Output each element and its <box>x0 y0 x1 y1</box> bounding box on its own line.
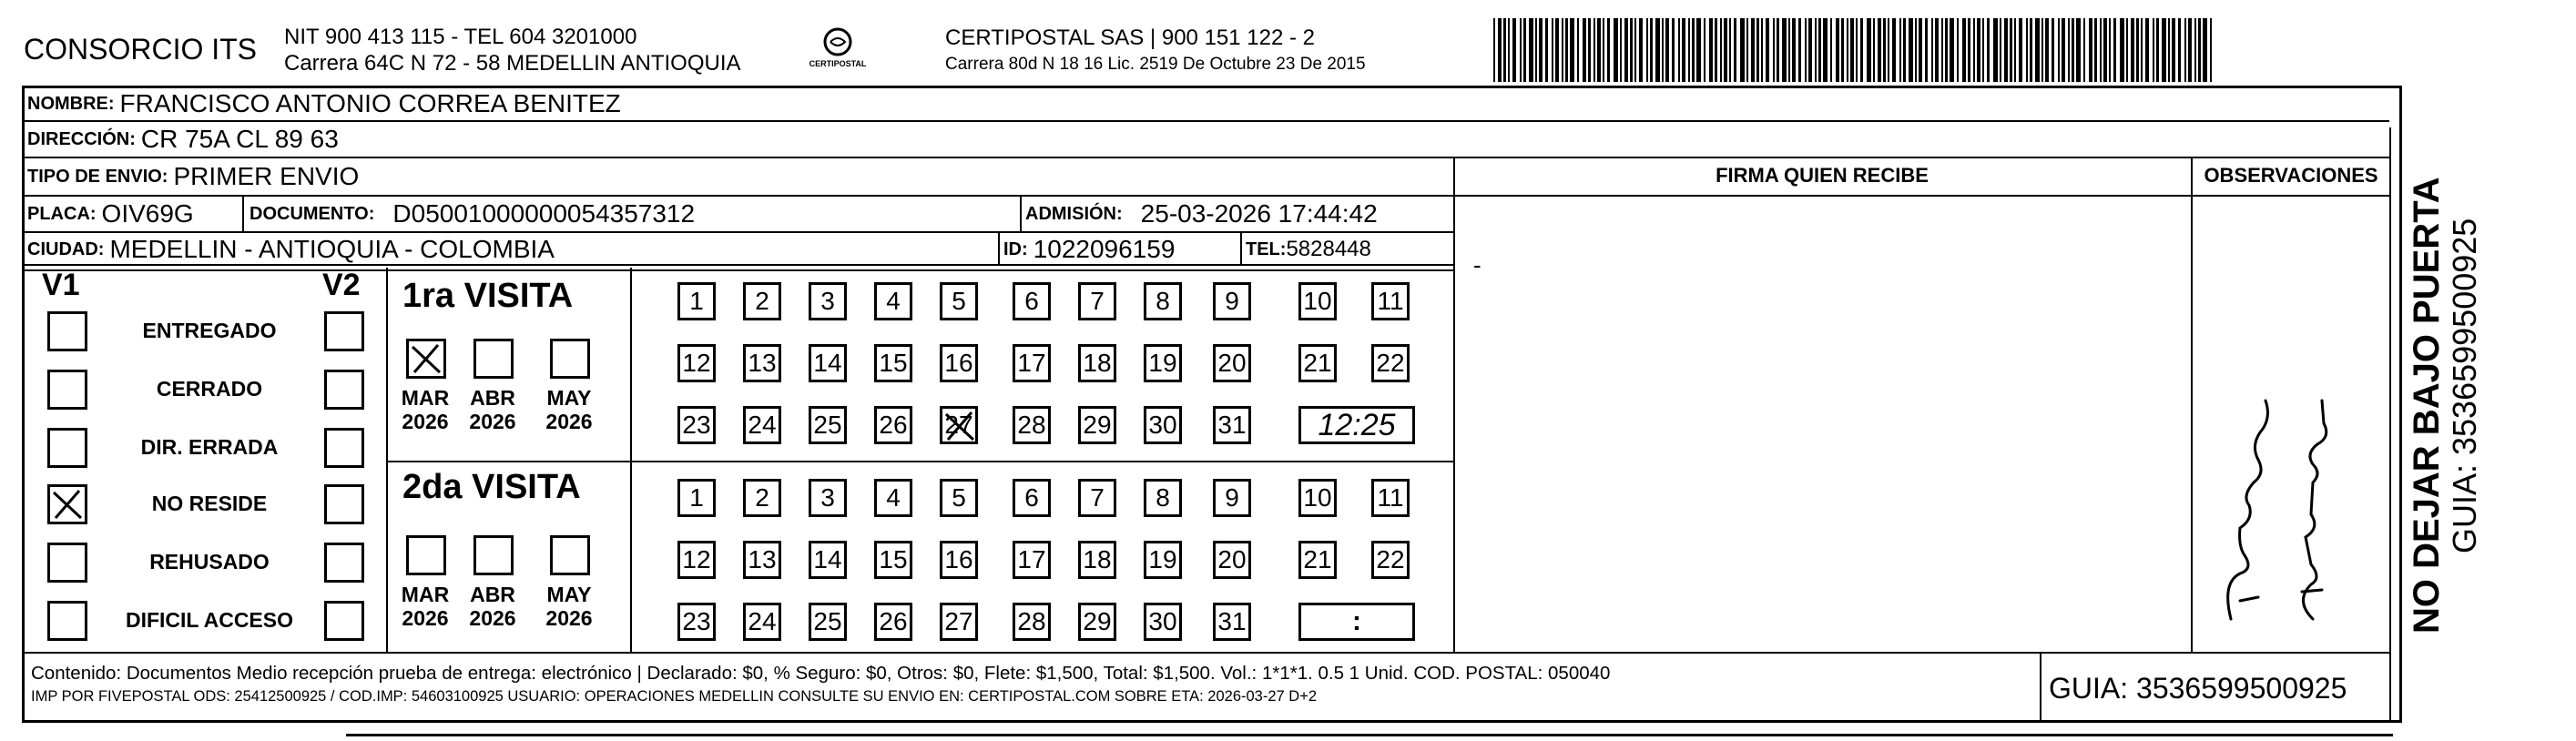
day-number: 30 <box>1148 411 1177 439</box>
ciudad-value: MEDELLIN - ANTIOQUIA - COLOMBIA <box>109 235 555 263</box>
month-year: 2026 <box>545 606 593 630</box>
v2-checkbox[interactable] <box>324 601 364 641</box>
ciudad-label: CIUDAD: <box>27 239 105 259</box>
status-option-label: DIR. ERRADA <box>140 435 279 459</box>
v2-label: V2 <box>322 268 361 302</box>
tipo-value: PRIMER ENVIO <box>173 162 360 190</box>
day-box[interactable] <box>1013 344 1051 382</box>
day-number: 26 <box>879 411 908 439</box>
day-number: 11 <box>1377 483 1404 512</box>
v1-checkbox[interactable] <box>47 484 87 524</box>
v2-checkbox[interactable] <box>324 311 364 351</box>
time-box[interactable] <box>1298 603 1415 641</box>
company-name: CONSORCIO ITS <box>24 33 258 66</box>
month-checkbox[interactable] <box>550 535 590 575</box>
day-box[interactable] <box>743 344 781 382</box>
v1-checkbox[interactable] <box>47 370 87 410</box>
divider <box>22 120 2389 122</box>
month-year: 2026 <box>545 410 593 433</box>
day-number: 31 <box>1217 607 1247 635</box>
day-number: 4 <box>886 483 901 512</box>
v2-checkbox[interactable] <box>324 370 364 410</box>
observations-handwriting <box>2204 346 2386 637</box>
month-year: 2026 <box>402 410 449 433</box>
tipo-field <box>27 158 359 195</box>
visit2-title: 2da VISITA <box>402 468 581 506</box>
day-box[interactable] <box>743 541 781 579</box>
day-number: 9 <box>1225 483 1239 512</box>
nombre-value: FRANCISCO ANTONIO CORREA BENITEZ <box>119 89 621 117</box>
v2-checkbox[interactable] <box>324 484 364 524</box>
divider <box>22 157 2389 158</box>
side-divider <box>2389 127 2391 723</box>
day-box[interactable] <box>809 541 847 579</box>
day-box[interactable] <box>1078 541 1116 579</box>
month-checkbox[interactable] <box>406 535 446 575</box>
time-placeholder: : <box>1352 606 1361 636</box>
time-box[interactable] <box>1298 406 1415 444</box>
day-box[interactable] <box>940 541 978 579</box>
direccion-field <box>27 122 339 157</box>
day-number: 17 <box>1017 545 1046 574</box>
divider <box>1240 231 1242 266</box>
day-number: 18 <box>1083 545 1112 574</box>
month-checkbox[interactable] <box>473 535 514 575</box>
day-box[interactable] <box>743 603 781 641</box>
month-label: ABR <box>470 386 515 410</box>
day-box[interactable] <box>743 479 781 517</box>
month-checkbox[interactable] <box>406 339 446 379</box>
placa-field <box>27 197 194 231</box>
day-box[interactable] <box>677 603 716 641</box>
direccion-value: CR 75A CL 89 63 <box>140 125 339 153</box>
direccion-label: DIRECCIÓN: <box>27 128 136 149</box>
divider <box>386 268 388 652</box>
day-box[interactable] <box>1144 406 1182 444</box>
day-box[interactable] <box>874 479 912 517</box>
day-box[interactable] <box>1144 282 1182 320</box>
visit1-title: 1ra VISITA <box>402 277 574 315</box>
certipostal-logo <box>809 25 867 75</box>
day-box[interactable] <box>743 406 781 444</box>
firma-label: FIRMA QUIEN RECIBE <box>1716 164 1929 187</box>
day-number: 6 <box>1024 287 1039 315</box>
v1-checkbox[interactable] <box>47 543 87 583</box>
day-box[interactable] <box>809 282 847 320</box>
day-number: 13 <box>748 349 777 377</box>
day-number: 3 <box>820 287 835 315</box>
day-box[interactable] <box>1144 541 1182 579</box>
day-number: 25 <box>813 411 842 439</box>
company-nit: NIT 900 413 115 - TEL 604 3201000 <box>284 25 637 49</box>
side-warning: NO DEJAR BAJO PUERTA <box>2407 177 2447 634</box>
day-number: 19 <box>1148 545 1177 574</box>
v1-checkbox[interactable] <box>47 601 87 641</box>
day-box[interactable] <box>874 541 912 579</box>
month-label: MAY <box>546 583 592 606</box>
divider <box>22 652 2389 654</box>
bottom-edge <box>346 734 2393 736</box>
day-box[interactable] <box>677 479 716 517</box>
day-number: 2 <box>755 287 769 315</box>
day-number: 21 <box>1303 349 1332 377</box>
day-number: 5 <box>952 287 966 315</box>
ciudad-field <box>27 233 555 266</box>
divider <box>998 231 1000 266</box>
month-label: MAY <box>546 386 592 410</box>
divider <box>2040 652 2041 723</box>
day-box[interactable] <box>1298 479 1337 517</box>
courier-name: CERTIPOSTAL SAS | 900 151 122 - 2 <box>945 25 1315 50</box>
day-number: 13 <box>748 545 777 574</box>
month-year: 2026 <box>469 606 516 630</box>
status-option-label: REHUSADO <box>149 550 270 574</box>
company-address: Carrera 64C N 72 - 58 MEDELLIN ANTIOQUIA <box>284 51 741 76</box>
day-number: 29 <box>1083 411 1112 439</box>
day-number: 5 <box>952 483 966 512</box>
day-number: 14 <box>813 545 842 574</box>
divider <box>630 268 632 652</box>
logo-text: CERTIPOSTAL <box>809 59 867 68</box>
placa-value: OIV69G <box>101 199 194 228</box>
divider <box>242 195 244 231</box>
id-value: 1022096159 <box>1033 235 1176 263</box>
day-box[interactable] <box>677 344 716 382</box>
day-number: 15 <box>879 545 908 574</box>
day-box[interactable] <box>809 344 847 382</box>
day-box[interactable] <box>677 282 716 320</box>
day-box[interactable] <box>1298 344 1337 382</box>
day-box[interactable] <box>1298 541 1337 579</box>
tipo-label: TIPO DE ENVIO: <box>27 166 168 187</box>
day-box[interactable] <box>1371 541 1410 579</box>
day-box[interactable] <box>1144 603 1182 641</box>
day-number: 19 <box>1148 349 1177 377</box>
day-box[interactable] <box>1144 479 1182 517</box>
day-box[interactable] <box>940 406 978 444</box>
day-box[interactable] <box>1213 603 1251 641</box>
day-number: 4 <box>886 287 901 315</box>
v1-label: V1 <box>42 268 80 302</box>
v2-checkbox[interactable] <box>324 543 364 583</box>
day-number: 18 <box>1083 349 1112 377</box>
v2-checkbox[interactable] <box>324 428 364 468</box>
month-label: MAR <box>401 583 450 606</box>
day-number: 21 <box>1303 545 1332 574</box>
day-number: 23 <box>682 607 711 635</box>
tel-value: 5828448 <box>1286 237 1371 261</box>
day-box[interactable] <box>1213 479 1251 517</box>
day-box[interactable] <box>1078 406 1116 444</box>
day-number: 24 <box>748 607 777 635</box>
day-box[interactable] <box>940 603 978 641</box>
barcode <box>1493 18 2222 82</box>
id-field <box>1003 233 1175 266</box>
footer-line2: IMP POR FIVEPOSTAL ODS: 25412500925 / COD.IMP: 54603100925 USUARIO: OPERACIONES MEDELLIN CONSULTE SU ENVIO EN: CERTIPOSTAL.COM SOBRE ETA: 2026-03-27 D+2 <box>31 688 1318 705</box>
day-box[interactable] <box>1213 282 1251 320</box>
status-option-label: DIFICIL ACCESO <box>125 608 293 632</box>
day-number: 29 <box>1083 607 1112 635</box>
footer-guia: GUIA: 3536599500925 <box>2049 672 2347 705</box>
status-option-label: ENTREGADO <box>142 319 277 342</box>
divider <box>1453 157 1455 652</box>
nombre-label: NOMBRE: <box>27 93 115 114</box>
day-box[interactable] <box>1213 406 1251 444</box>
day-box[interactable] <box>677 406 716 444</box>
status-option-label: CERRADO <box>156 377 263 401</box>
v1-checkbox[interactable] <box>47 311 87 351</box>
divider <box>386 461 1453 462</box>
day-number: 11 <box>1377 287 1404 315</box>
day-box[interactable] <box>1013 603 1051 641</box>
day-box[interactable] <box>1371 282 1410 320</box>
day-box[interactable] <box>809 406 847 444</box>
day-box[interactable] <box>874 406 912 444</box>
day-box[interactable] <box>874 603 912 641</box>
day-number: 1 <box>689 287 704 315</box>
v1-checkbox[interactable] <box>47 428 87 468</box>
status-option-label: NO RESIDE <box>151 492 268 515</box>
day-number: 30 <box>1148 607 1177 635</box>
day-number: 23 <box>682 411 711 439</box>
divider <box>2191 157 2193 652</box>
day-number: 22 <box>1376 545 1405 574</box>
day-number: 20 <box>1217 545 1247 574</box>
day-number: 24 <box>748 411 777 439</box>
day-number: 3 <box>820 483 835 512</box>
day-box[interactable] <box>1371 479 1410 517</box>
day-number: 27 <box>944 607 973 635</box>
side-guia: GUIA: 3536599500925 <box>2446 218 2483 553</box>
day-number: 27 <box>944 411 973 439</box>
day-number: 1 <box>689 483 704 512</box>
day-box[interactable] <box>940 282 978 320</box>
divider <box>1453 195 2389 197</box>
day-box[interactable] <box>1013 541 1051 579</box>
day-number: 16 <box>944 349 973 377</box>
day-number: 22 <box>1376 349 1405 377</box>
day-box[interactable] <box>1078 344 1116 382</box>
day-number: 12 <box>682 349 711 377</box>
day-box[interactable] <box>743 282 781 320</box>
day-number: 10 <box>1303 287 1332 315</box>
day-box[interactable] <box>1213 344 1251 382</box>
day-number: 2 <box>755 483 769 512</box>
divider <box>1020 195 1022 231</box>
day-number: 8 <box>1156 483 1170 512</box>
day-number: 8 <box>1156 287 1170 315</box>
day-box[interactable] <box>677 541 716 579</box>
tel-label: TEL: <box>1246 239 1287 259</box>
day-box[interactable] <box>1013 282 1051 320</box>
day-box[interactable] <box>874 344 912 382</box>
day-box[interactable] <box>940 479 978 517</box>
day-box[interactable] <box>1013 406 1051 444</box>
day-number: 7 <box>1090 287 1105 315</box>
month-year: 2026 <box>469 410 516 433</box>
day-box[interactable] <box>1213 541 1251 579</box>
month-label: ABR <box>470 583 515 606</box>
day-box[interactable] <box>874 282 912 320</box>
documento-label: DOCUMENTO: <box>249 203 375 224</box>
documento-field <box>249 197 695 231</box>
day-number: 20 <box>1217 349 1247 377</box>
day-number: 31 <box>1217 411 1247 439</box>
month-checkbox[interactable] <box>473 339 514 379</box>
id-label: ID: <box>1003 239 1028 259</box>
day-number: 17 <box>1017 349 1046 377</box>
placa-label: PLACA: <box>27 203 97 224</box>
documento-value: D05001000000054357312 <box>392 199 696 228</box>
month-year: 2026 <box>402 606 449 630</box>
day-box[interactable] <box>1298 282 1337 320</box>
time-handwritten: 12:25 <box>1318 407 1396 442</box>
day-box[interactable] <box>1371 344 1410 382</box>
day-number: 9 <box>1225 287 1239 315</box>
day-number: 10 <box>1303 483 1332 512</box>
day-number: 15 <box>879 349 908 377</box>
courier-address: Carrera 80d N 18 16 Lic. 2519 De Octubre 23 De 2015 <box>945 55 1366 74</box>
day-box[interactable] <box>1078 603 1116 641</box>
day-box[interactable] <box>1078 282 1116 320</box>
day-box[interactable] <box>940 344 978 382</box>
admision-value: 25-03-2026 17:44:42 <box>1140 199 1378 228</box>
firma-dash: - <box>1473 251 1481 279</box>
month-checkbox[interactable] <box>550 339 590 379</box>
nombre-field <box>27 87 621 120</box>
day-number: 12 <box>682 545 711 574</box>
day-number: 25 <box>813 607 842 635</box>
admision-field <box>1025 197 1378 231</box>
day-number: 28 <box>1017 411 1046 439</box>
month-label: MAR <box>401 386 450 410</box>
admision-label: ADMISIÓN: <box>1025 203 1123 224</box>
day-box[interactable] <box>1013 479 1051 517</box>
day-number: 16 <box>944 545 973 574</box>
day-box[interactable] <box>809 603 847 641</box>
day-number: 6 <box>1024 483 1039 512</box>
day-box[interactable] <box>1144 344 1182 382</box>
day-box[interactable] <box>809 479 847 517</box>
day-number: 26 <box>879 607 908 635</box>
day-number: 28 <box>1017 607 1046 635</box>
divider <box>22 269 1453 271</box>
tel-field <box>1246 233 1371 266</box>
footer-line1: Contenido: Documentos Medio recepción prueba de entrega: electrónico | Declarado: $0, % Seguro: $0, Otros: $0, Flete: $1,500, Total: $1,500. Vol.: 1*1*1. 0.5 1 Unid. COD. POSTAL: 050040 <box>31 663 1611 684</box>
day-number: 7 <box>1090 483 1105 512</box>
day-number: 14 <box>813 349 842 377</box>
day-box[interactable] <box>1078 479 1116 517</box>
observaciones-label: OBSERVACIONES <box>2204 164 2378 187</box>
